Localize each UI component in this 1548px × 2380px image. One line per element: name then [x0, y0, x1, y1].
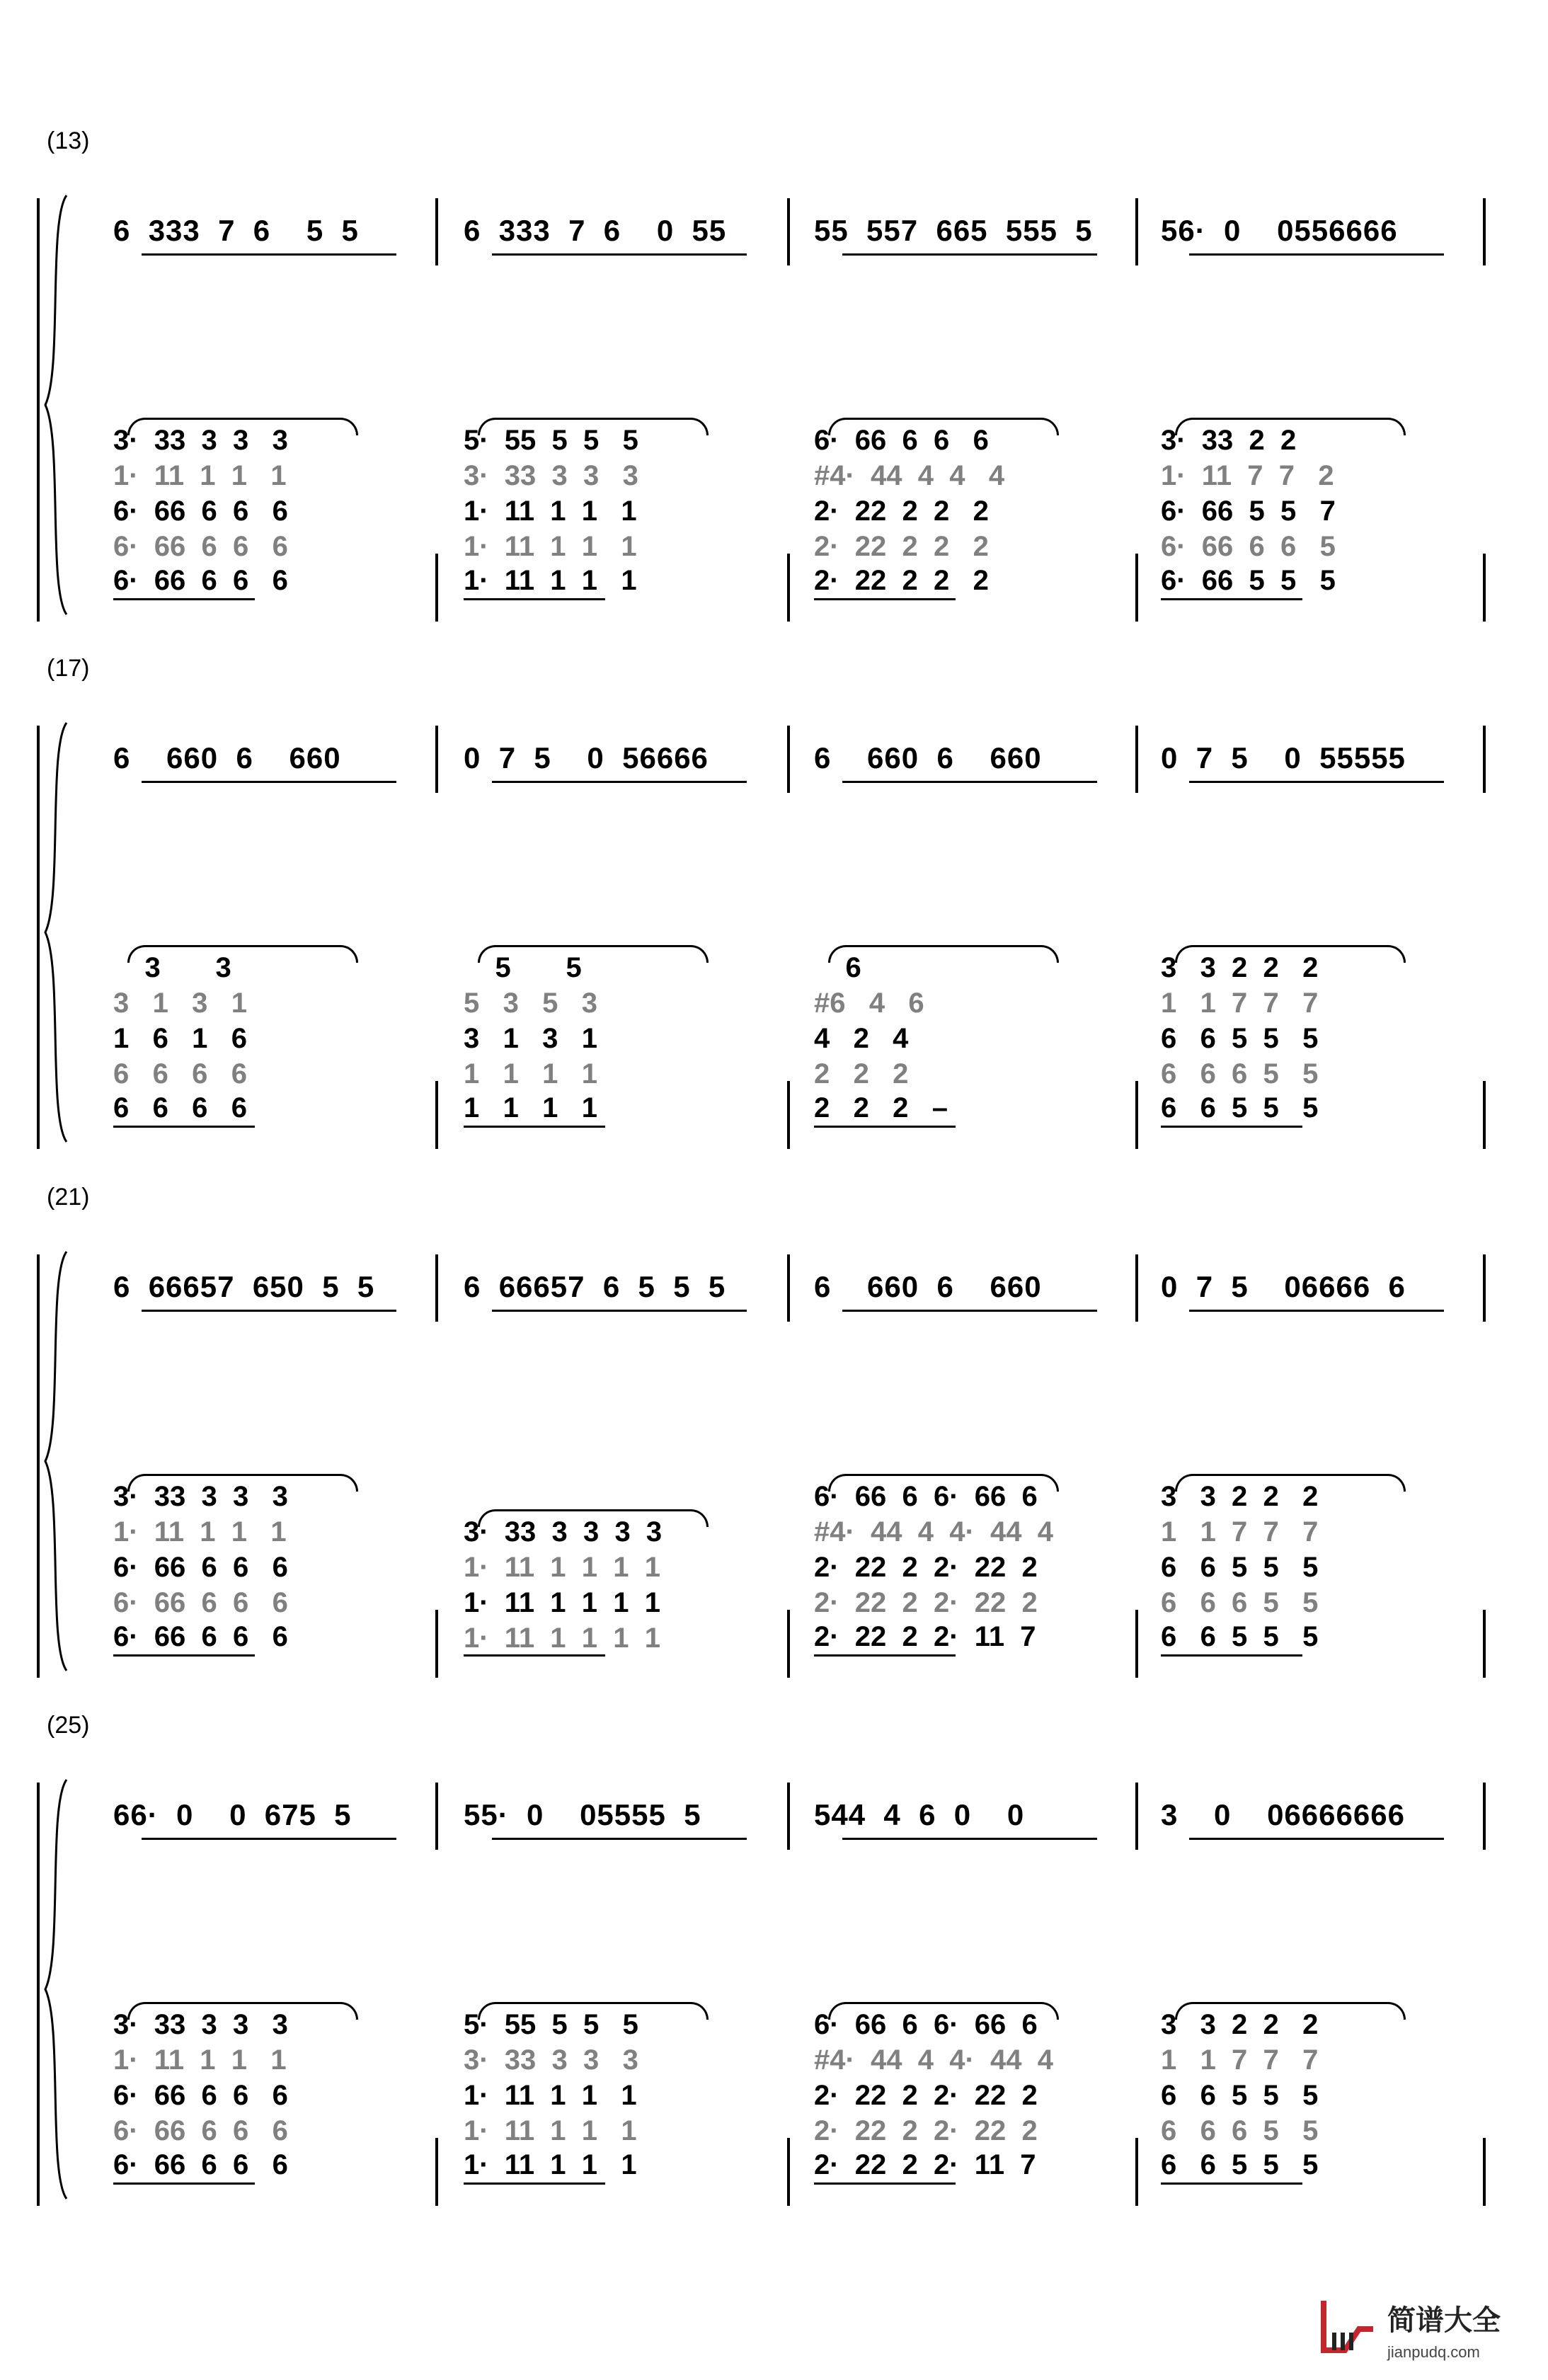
accompaniment-row: #4· 44 4 4· 44 4	[814, 2044, 1053, 2076]
accompaniment-row: 3 1 3 1	[464, 1023, 598, 1054]
beam-underline	[142, 253, 396, 256]
accompaniment-row: 3· 33 3 3 3	[113, 1481, 288, 1512]
accompaniment-row: 3 3 2 2 2	[1161, 952, 1319, 983]
slur-tie	[828, 945, 1059, 963]
bar-line	[1483, 726, 1486, 793]
beam-underline	[1161, 1654, 1302, 1657]
bar-line	[37, 726, 40, 1149]
beam-underline	[464, 1126, 605, 1128]
accompaniment-row: 6· 66 6 6 5	[1161, 531, 1336, 562]
accompaniment-row: 1 1 7 7 7	[1161, 988, 1319, 1019]
accompaniment-row: 6· 66 6 6 6	[113, 2149, 288, 2180]
accompaniment-row: 1 6 1 6	[113, 1023, 248, 1054]
bar-line	[1135, 198, 1138, 265]
accompaniment-row: 6· 66 6 6 6	[113, 1552, 288, 1583]
accompaniment-row: #6 4 6	[814, 988, 924, 1019]
accompaniment-row: 1· 11 1 1 1	[464, 2115, 637, 2146]
melody-measure: 6 66657 650 5 5	[113, 1270, 375, 1303]
beam-underline	[142, 781, 396, 783]
accompaniment-row: 3 1 3 1	[113, 988, 248, 1019]
accompaniment-row: 2· 22 2 2· 22 2	[814, 1587, 1038, 1618]
accompaniment-row: 1· 11 1 1 1	[113, 1516, 287, 1547]
bar-line	[37, 1783, 40, 2206]
beam-underline	[814, 1654, 956, 1657]
accompaniment-row: 2· 22 2 2· 11 7	[814, 1621, 1036, 1652]
bar-line	[1135, 1783, 1138, 1850]
accompaniment-row: 2 2 2	[814, 1058, 909, 1089]
accompaniment-row: 2· 22 2 2 2	[814, 531, 989, 562]
accompaniment-row: 1· 11 1 1 1 1	[464, 1623, 660, 1654]
accompaniment-row: 1· 11 1 1 1	[464, 496, 637, 527]
accompaniment-row: 2· 22 2 2· 22 2	[814, 1552, 1038, 1583]
accompaniment-row: 3· 33 3 3 3	[113, 425, 288, 456]
melody-measure: 0 7 5 0 55555	[1161, 741, 1406, 774]
bar-line	[1483, 1783, 1486, 1850]
accompaniment-row: 6· 66 6 6 6	[814, 425, 989, 456]
melody-measure: 6 66657 6 5 5 5	[464, 1270, 726, 1303]
accompaniment-row: 2· 22 2 2 2	[814, 565, 989, 596]
melody-measure: 56· 0 0556666	[1161, 214, 1398, 247]
beam-underline	[142, 1838, 396, 1840]
score-system	[0, 655, 1548, 1186]
measure-number: (25)	[47, 1712, 90, 1739]
bar-line	[1135, 554, 1138, 622]
beam-underline	[814, 2182, 956, 2185]
bar-line	[787, 2138, 790, 2206]
accompaniment-row: 6 6 6 6	[113, 1092, 248, 1123]
bar-line	[787, 1783, 790, 1850]
melody-measure: 6 660 6 660	[814, 741, 1042, 774]
bar-line	[787, 198, 790, 265]
bar-line	[1135, 1610, 1138, 1678]
bar-line	[37, 1254, 40, 1678]
beam-underline	[842, 1310, 1097, 1312]
measure-number: (21)	[47, 1184, 90, 1211]
site-logo	[1317, 2294, 1536, 2373]
accompaniment-row: 1· 11 7 7 2	[1161, 460, 1334, 491]
accompaniment-row: 2· 22 2 2· 22 2	[814, 2080, 1038, 2111]
accompaniment-row: 3· 33 3 3 3	[113, 2009, 288, 2040]
measure-number: (13)	[47, 127, 90, 154]
accompaniment-row: 6· 66 6 6 6	[113, 2115, 288, 2146]
accompaniment-row: 6· 66 6 6 6	[113, 2080, 288, 2111]
bar-line	[435, 554, 438, 622]
bar-line	[435, 1783, 438, 1850]
accompaniment-row: 5· 55 5 5 5	[464, 425, 638, 456]
accompaniment-row: 3· 33 3 3 3	[464, 2044, 638, 2076]
bar-line	[435, 198, 438, 265]
beam-underline	[492, 1310, 747, 1312]
melody-measure: 6 333 7 6 5 5	[113, 214, 359, 247]
beam-underline	[113, 2182, 255, 2185]
bar-line	[1483, 1081, 1486, 1149]
beam-underline	[842, 253, 1097, 256]
accompaniment-row: 1 1 7 7 7	[1161, 1516, 1319, 1547]
bar-line	[1135, 2138, 1138, 2206]
accompaniment-row: 6 6 5 5 5	[1161, 1092, 1319, 1123]
accompaniment-row: 6 6 6 5 5	[1161, 1058, 1319, 1089]
score-system	[0, 1712, 1548, 2243]
melody-measure: 6 660 6 660	[113, 741, 341, 774]
accompaniment-row: 2 2 2 –	[814, 1092, 948, 1123]
accompaniment-row: 6· 66 6 6 6	[113, 531, 288, 562]
beam-underline	[492, 1838, 747, 1840]
score-system	[0, 1184, 1548, 1715]
melody-measure: 66· 0 0 675 5	[113, 1798, 352, 1831]
beam-underline	[1189, 781, 1444, 783]
bar-line	[1483, 1254, 1486, 1322]
melody-measure: 3 0 06666666	[1161, 1798, 1405, 1831]
beam-underline	[113, 1126, 255, 1128]
beam-underline	[142, 1310, 396, 1312]
accompaniment-row: 6 6 6 6	[113, 1058, 248, 1089]
beam-underline	[814, 1126, 956, 1128]
beam-underline	[1161, 1126, 1302, 1128]
bar-line	[1483, 198, 1486, 265]
accompaniment-row: 6· 66 5 5 7	[1161, 496, 1336, 527]
bar-line	[787, 554, 790, 622]
beam-underline	[1189, 1310, 1444, 1312]
accompaniment-row: 6 6 6 5 5	[1161, 1587, 1319, 1618]
accompaniment-row: 2· 22 2 2 2	[814, 496, 989, 527]
beam-underline	[464, 2182, 605, 2185]
bar-line	[435, 726, 438, 793]
accompaniment-row: 1· 11 1 1 1	[464, 531, 637, 562]
melody-measure: 55· 0 05555 5	[464, 1798, 701, 1831]
bar-line	[787, 1081, 790, 1149]
beam-underline	[814, 598, 956, 600]
melody-measure: 544 4 6 0 0	[814, 1798, 1025, 1831]
accompaniment-row: 6 6 6 5 5	[1161, 2115, 1319, 2146]
accompaniment-row: 4 2 4	[814, 1023, 909, 1054]
accompaniment-row: 6	[814, 952, 861, 983]
accompaniment-row: 3· 33 2 2	[1161, 425, 1297, 456]
accompaniment-row: 6 6 5 5 5	[1161, 2080, 1319, 2111]
accompaniment-row: 3 3 2 2 2	[1161, 2009, 1319, 2040]
accompaniment-row: 1· 11 1 1 1	[113, 460, 287, 491]
accompaniment-row: 6 6 5 5 5	[1161, 1552, 1319, 1583]
accompaniment-row: 5 3 5 3	[464, 988, 598, 1019]
beam-underline	[464, 1654, 605, 1657]
accompaniment-row: 1· 11 1 1 1	[464, 2080, 637, 2111]
accompaniment-row: #4· 44 4 4· 44 4	[814, 1516, 1053, 1547]
accompaniment-row: 6· 66 6 6 6	[113, 1587, 288, 1618]
bar-line	[1135, 1254, 1138, 1322]
bar-line	[1135, 726, 1138, 793]
accompaniment-row: #4· 44 4 4 4	[814, 460, 1005, 491]
beam-underline	[1189, 1838, 1444, 1840]
logo-site: jianpudq.com	[1387, 2343, 1480, 2361]
accompaniment-row: 1· 11 1 1 1	[113, 2044, 287, 2076]
beam-underline	[1189, 253, 1444, 256]
beam-underline	[1161, 598, 1302, 600]
accompaniment-row: 6 6 5 5 5	[1161, 1023, 1319, 1054]
accompaniment-row: 6· 66 6 6· 66 6	[814, 1481, 1038, 1512]
accompaniment-row: 6· 66 6 6 6	[113, 1621, 288, 1652]
measure-number: (17)	[47, 655, 90, 682]
accompaniment-row: 6 6 5 5 5	[1161, 2149, 1319, 2180]
bar-line	[1135, 1081, 1138, 1149]
bar-line	[435, 2138, 438, 2206]
accompaniment-row: 1 1 7 7 7	[1161, 2044, 1319, 2076]
accompaniment-row: 1 1 1 1	[464, 1058, 598, 1089]
accompaniment-row: 6· 66 6 6 6	[113, 565, 288, 596]
beam-underline	[492, 253, 747, 256]
beam-underline	[842, 781, 1097, 783]
melody-measure: 0 7 5 06666 6	[1161, 1270, 1406, 1303]
accompaniment-row: 6· 66 5 5 5	[1161, 565, 1336, 596]
accompaniment-row: 3· 33 3 3 3	[464, 460, 638, 491]
accompaniment-row: 1· 11 1 1 1 1	[464, 1552, 660, 1583]
brace-icon	[41, 720, 69, 1145]
accompaniment-row: 6· 66 6 6· 66 6	[814, 2009, 1038, 2040]
accompaniment-row: 5 5	[464, 952, 582, 983]
bar-line	[37, 198, 40, 622]
accompaniment-row: 1 1 1 1	[464, 1092, 598, 1123]
score-system	[0, 127, 1548, 658]
brace-icon	[41, 193, 69, 617]
beam-underline	[113, 1654, 255, 1657]
brace-icon	[41, 1249, 69, 1674]
brace-icon	[41, 1777, 69, 2202]
accompaniment-row: 5· 55 5 5 5	[464, 2009, 638, 2040]
accompaniment-row: 3· 33 3 3 3 3	[464, 1516, 663, 1547]
bar-line	[1483, 2138, 1486, 2206]
accompaniment-row: 1· 11 1 1 1	[464, 2149, 637, 2180]
melody-measure: 6 333 7 6 0 55	[464, 214, 727, 247]
bar-line	[435, 1254, 438, 1322]
melody-measure: 0 7 5 0 56666	[464, 741, 709, 774]
bar-line	[435, 1610, 438, 1678]
bar-line	[787, 1254, 790, 1322]
melody-measure: 55 557 665 555 5	[814, 214, 1093, 247]
bar-line	[787, 726, 790, 793]
accompaniment-row: 1· 11 1 1 1	[464, 565, 637, 596]
beam-underline	[464, 598, 605, 600]
bar-line	[435, 1081, 438, 1149]
bar-line	[1483, 554, 1486, 622]
accompaniment-row: 3 3 2 2 2	[1161, 1481, 1319, 1512]
accompaniment-row: 6 6 5 5 5	[1161, 1621, 1319, 1652]
beam-underline	[842, 1838, 1097, 1840]
bar-line	[787, 1610, 790, 1678]
beam-underline	[492, 781, 747, 783]
beam-underline	[1161, 2182, 1302, 2185]
bar-line	[1483, 1610, 1486, 1678]
accompaniment-row: 1· 11 1 1 1 1	[464, 1587, 660, 1618]
logo-title: 简谱大全	[1387, 2305, 1501, 2336]
accompaniment-row: 2· 22 2 2· 11 7	[814, 2149, 1036, 2180]
accompaniment-row: 3 3	[113, 952, 231, 983]
beam-underline	[113, 598, 255, 600]
melody-measure: 6 660 6 660	[814, 1270, 1042, 1303]
piano-logo-icon	[1317, 2294, 1380, 2364]
accompaniment-row: 6· 66 6 6 6	[113, 496, 288, 527]
accompaniment-row: 2· 22 2 2· 22 2	[814, 2115, 1038, 2146]
